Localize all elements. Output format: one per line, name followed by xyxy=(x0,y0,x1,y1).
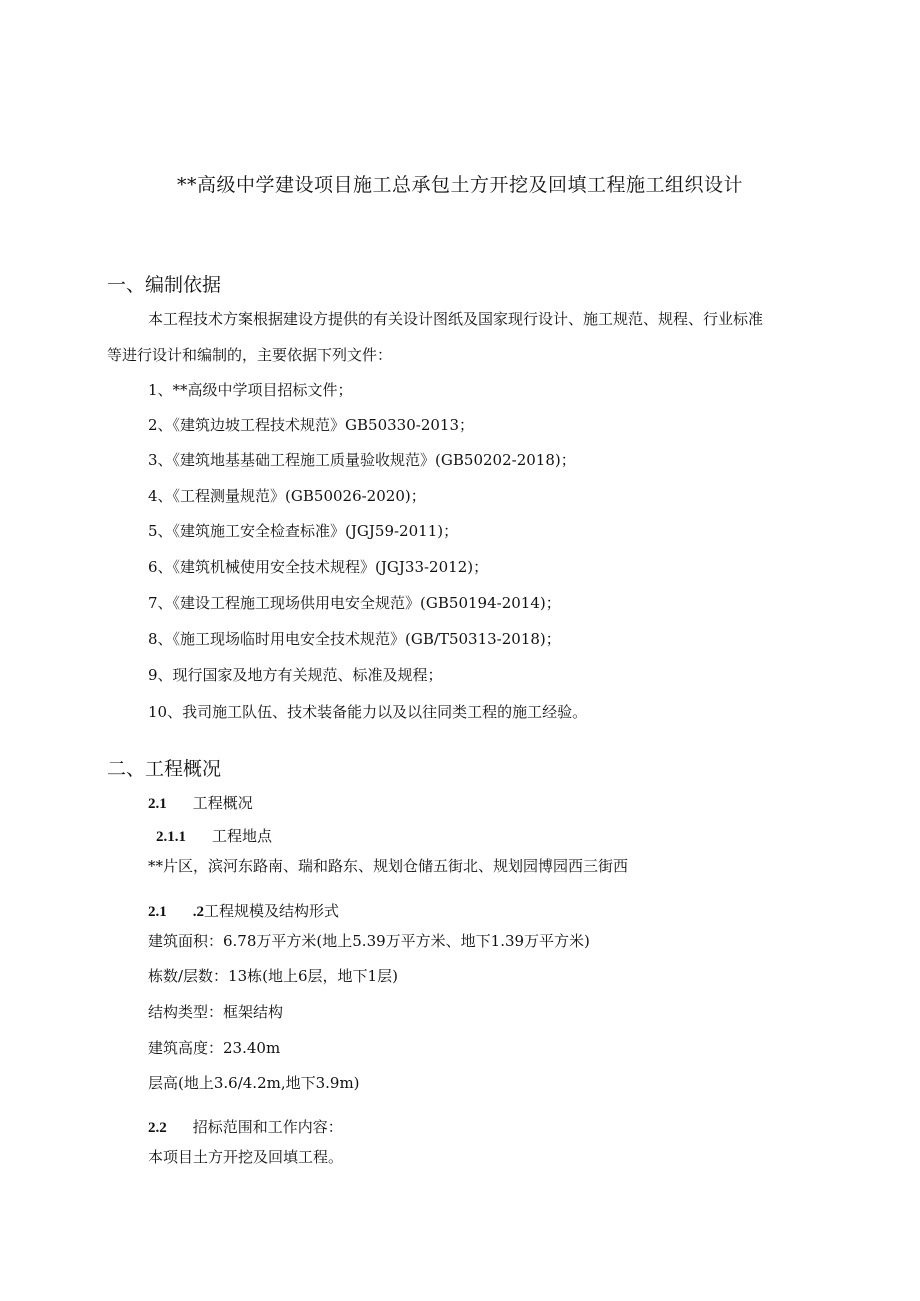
basis-item-1: 1、**高级中学项目招标文件； xyxy=(148,381,353,399)
basis-item-3: 3、《建筑地基基础工程施工质量验收规范》(GB50202-2018)； xyxy=(148,451,576,469)
basis-item-7: 7、《建设工程施工现场供用电安全规范》(GB50194-2014)； xyxy=(148,594,561,612)
subsection-2-1-1-number: 2.1.1 xyxy=(156,829,186,845)
basis-item-2: 2、《建筑边坡工程技术规范》GB50330-2013； xyxy=(148,416,475,434)
intro-line-2: 等进行设计和编制的，主要依据下列文件： xyxy=(107,346,393,364)
basis-item-9: 9、现行国家及地方有关规范、标准及规程； xyxy=(148,666,443,684)
subsection-2-1-2-number-b: .2 xyxy=(192,904,204,920)
building-height: 建筑高度：23.40m xyxy=(148,1039,281,1057)
storey-height: 层高(地上3.6/4.2m,地下3.9m) xyxy=(148,1074,360,1092)
intro-line-1: 本工程技术方案根据建设方提供的有关设计图纸及国家现行设计、施工规范、规程、行业标准 xyxy=(148,310,764,328)
basis-item-6: 6、《建筑机械使用安全技术规程》(JGJ33-2012)； xyxy=(148,558,489,576)
section-heading-overview: 二、工程概况 xyxy=(107,758,222,780)
subsection-2-1-2-number-a: 2.1 xyxy=(148,904,167,920)
subsection-2-1 xyxy=(148,792,253,813)
subsection-2-1-title: 工程概况 xyxy=(192,794,253,812)
project-location: **片区，滨河东路南、瑞和路东、规划仓储五街北、规划园博园西三街西 xyxy=(148,857,629,875)
building-area: 建筑面积：6.78万平方米(地上5.39万平方米、地下1.39万平方米) xyxy=(148,932,590,950)
subsection-2-1-1-title: 工程地点 xyxy=(212,827,273,845)
basis-item-4: 4、《工程测量规范》(GB50026-2020)； xyxy=(148,487,426,505)
section-heading-basis: 一、编制依据 xyxy=(107,274,222,296)
subsection-2-1-number: 2.1 xyxy=(148,796,167,812)
basis-item-5: 5、《建筑施工安全检查标准》(JGJ59-2011)； xyxy=(148,522,459,540)
basis-item-10: 10、我司施工队伍、技术装备能力以及以往同类工程的施工经验。 xyxy=(148,703,588,721)
subsection-2-2 xyxy=(148,1116,343,1137)
tender-scope: 本项目土方开挖及回填工程。 xyxy=(148,1148,344,1166)
building-floors: 栋数/层数：13栋(地上6层，地下1层) xyxy=(148,967,398,985)
subsection-2-2-number: 2.2 xyxy=(148,1120,167,1136)
document-title: **高级中学建设项目施工总承包土方开挖及回填工程施工组织设计 xyxy=(176,174,743,196)
subsection-2-1-2 xyxy=(148,900,339,921)
subsection-2-2-title: 招标范围和工作内容： xyxy=(192,1118,343,1136)
subsection-2-1-2-title: 工程规模及结构形式 xyxy=(204,902,340,920)
structure-type: 结构类型：框架结构 xyxy=(148,1003,284,1021)
basis-item-8: 8、《施工现场临时用电安全技术规范》(GB/T50313-2018)； xyxy=(148,630,561,648)
subsection-2-1-1 xyxy=(156,825,272,846)
